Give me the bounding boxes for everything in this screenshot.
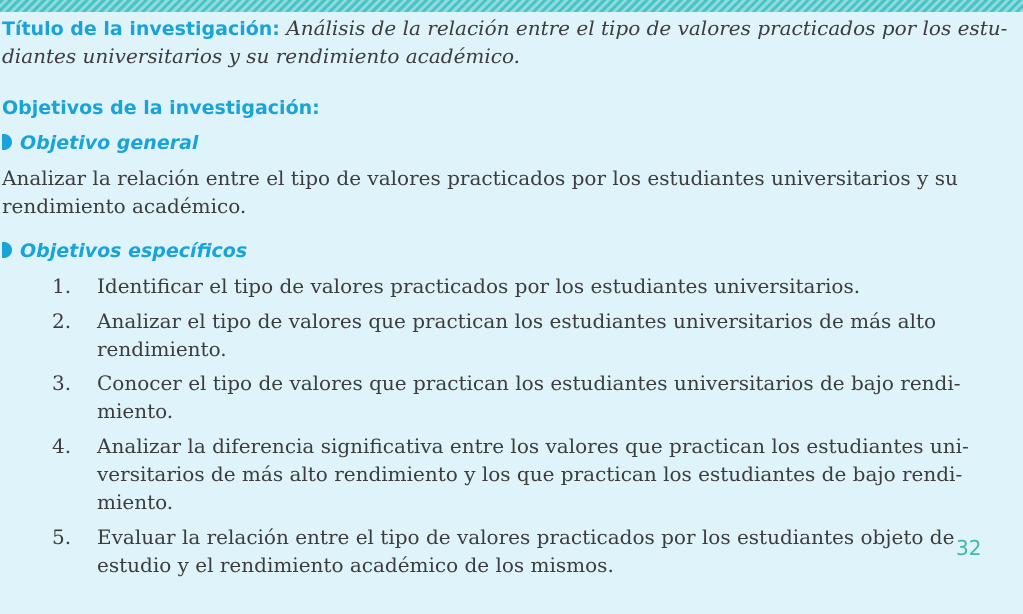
item-text-line: Evaluar la relación entre el tipo de valores practicados por los estudiantes objeto de — [97, 525, 955, 549]
general-objective-heading — [2, 129, 198, 157]
item-number: 1. — [52, 274, 72, 298]
item-text-line: Analizar la diferencia significativa entre los valores que practican los estudiantes uni- — [97, 434, 969, 458]
item-text-line: estudio y el rendimiento académico de los mismos. — [97, 553, 614, 577]
bullet-icon — [2, 242, 12, 258]
general-objective-label: Objetivo general — [20, 132, 199, 154]
item-text-line: Analizar el tipo de valores que practican los estudiantes universitarios de más alto — [97, 309, 937, 333]
research-title-line-2: diantes universitarios y su rendimiento académico. — [2, 44, 521, 68]
item-number: 5. — [52, 525, 72, 549]
item-number: 3. — [52, 371, 72, 395]
research-title-label: Título de la investigación: — [2, 18, 280, 40]
page-number: 32 — [956, 536, 982, 560]
item-text-line: Identificar el tipo de valores practicados por los estudiantes universitarios. — [97, 274, 861, 298]
document-page — [0, 12, 1023, 614]
objectives-heading: Objetivos de la investigación: — [2, 97, 320, 119]
item-text-line: miento. — [97, 490, 174, 514]
specific-objectives-heading — [2, 237, 247, 265]
item-text-line: rendimiento. — [97, 337, 227, 361]
item-number: 4. — [52, 434, 72, 458]
item-number: 2. — [52, 309, 72, 333]
research-title-text: Análisis de la relación entre el tipo de valores practicados por los estu- — [286, 16, 1008, 40]
research-title-line-1 — [2, 14, 1007, 43]
decorative-top-band — [0, 0, 1023, 12]
specific-objectives-label: Objetivos específicos — [20, 240, 248, 262]
item-text-line: versitarios de más alto rendimiento y los que practican los estudiantes de bajo rendi- — [97, 462, 963, 486]
general-objective-text-line-1: Analizar la relación entre el tipo de valores practicados por los estudiantes universitarios y su — [2, 166, 958, 190]
bullet-icon — [2, 134, 12, 150]
general-objective-text-line-2: rendimiento académico. — [2, 194, 247, 218]
item-text-line: miento. — [97, 399, 174, 423]
item-text-line: Conocer el tipo de valores que practican los estudiantes universitarios de bajo rendi- — [97, 371, 961, 395]
